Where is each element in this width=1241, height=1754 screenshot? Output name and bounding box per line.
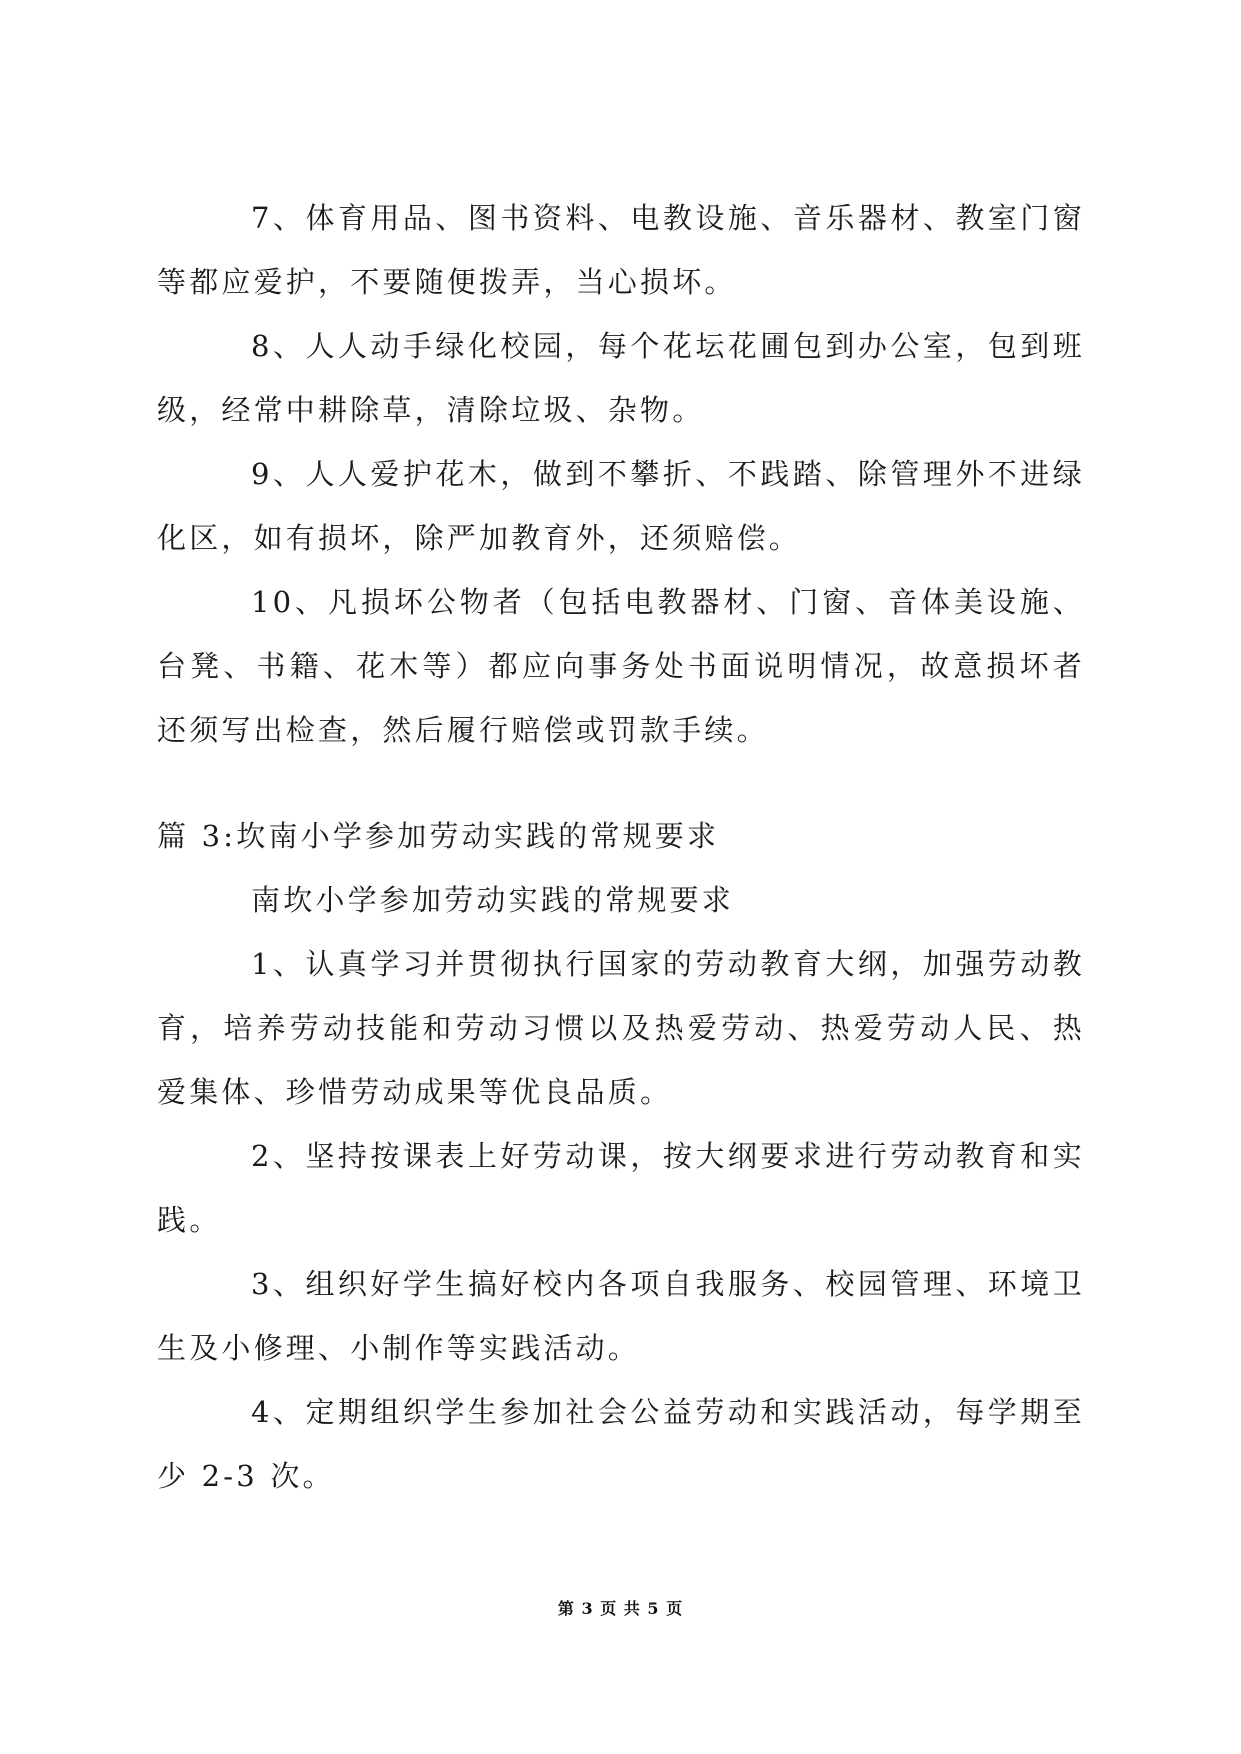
requirement-item-3: 3、组织好学生搞好校内各项自我服务、校园管理、环境卫生及小修理、小制作等实践活动。 [157, 1267, 1085, 1365]
rule-item-9: 9、人人爱护花木，做到不攀折、不践踏、除管理外不进绿化区，如有损坏，除严加教育外，还须赔偿。 [157, 457, 1085, 555]
rule-item-7: 7、体育用品、图书资料、电教设施、音乐器材、教室门窗等都应爱护，不要随便拨弄，当心损坏。 [157, 201, 1085, 299]
section-subtitle: 南坎小学参加劳动实践的常规要求 [251, 883, 735, 917]
section-heading: 篇 3:坎南小学参加劳动实践的常规要求 [157, 819, 720, 853]
page-footer [0, 1596, 1241, 1619]
document-body [157, 186, 1085, 1508]
rule-item-8: 8、人人动手绿化校园，每个花坛花圃包到办公室，包到班级，经常中耕除草，清除垃圾、杂物。 [157, 329, 1085, 427]
footer-suffix: 页 [666, 1599, 684, 1618]
requirement-item-4: 4、定期组织学生参加社会公益劳动和实践活动，每学期至少 2-3 次。 [157, 1395, 1085, 1493]
requirement-item-1: 1、认真学习并贯彻执行国家的劳动教育大纲，加强劳动教育，培养劳动技能和劳动习惯以及热爱劳动、热爱劳动人民、热爱集体、珍惜劳动成果等优良品质。 [157, 947, 1085, 1109]
requirement-item-2: 2、坚持按课表上好劳动课，按大纲要求进行劳动教育和实践。 [157, 1139, 1085, 1237]
total-pages-number: 5 [647, 1599, 660, 1618]
footer-mid: 页 共 [600, 1599, 641, 1618]
section-spacer [157, 762, 1085, 804]
rule-item-10: 10、凡损坏公物者（包括电教器材、门窗、音体美设施、台凳、书籍、花木等）都应向事务处书面说明情况，故意损坏者还须写出检查，然后履行赔偿或罚款手续。 [157, 585, 1085, 747]
current-page-number: 3 [581, 1599, 594, 1618]
footer-prefix: 第 [557, 1599, 575, 1618]
